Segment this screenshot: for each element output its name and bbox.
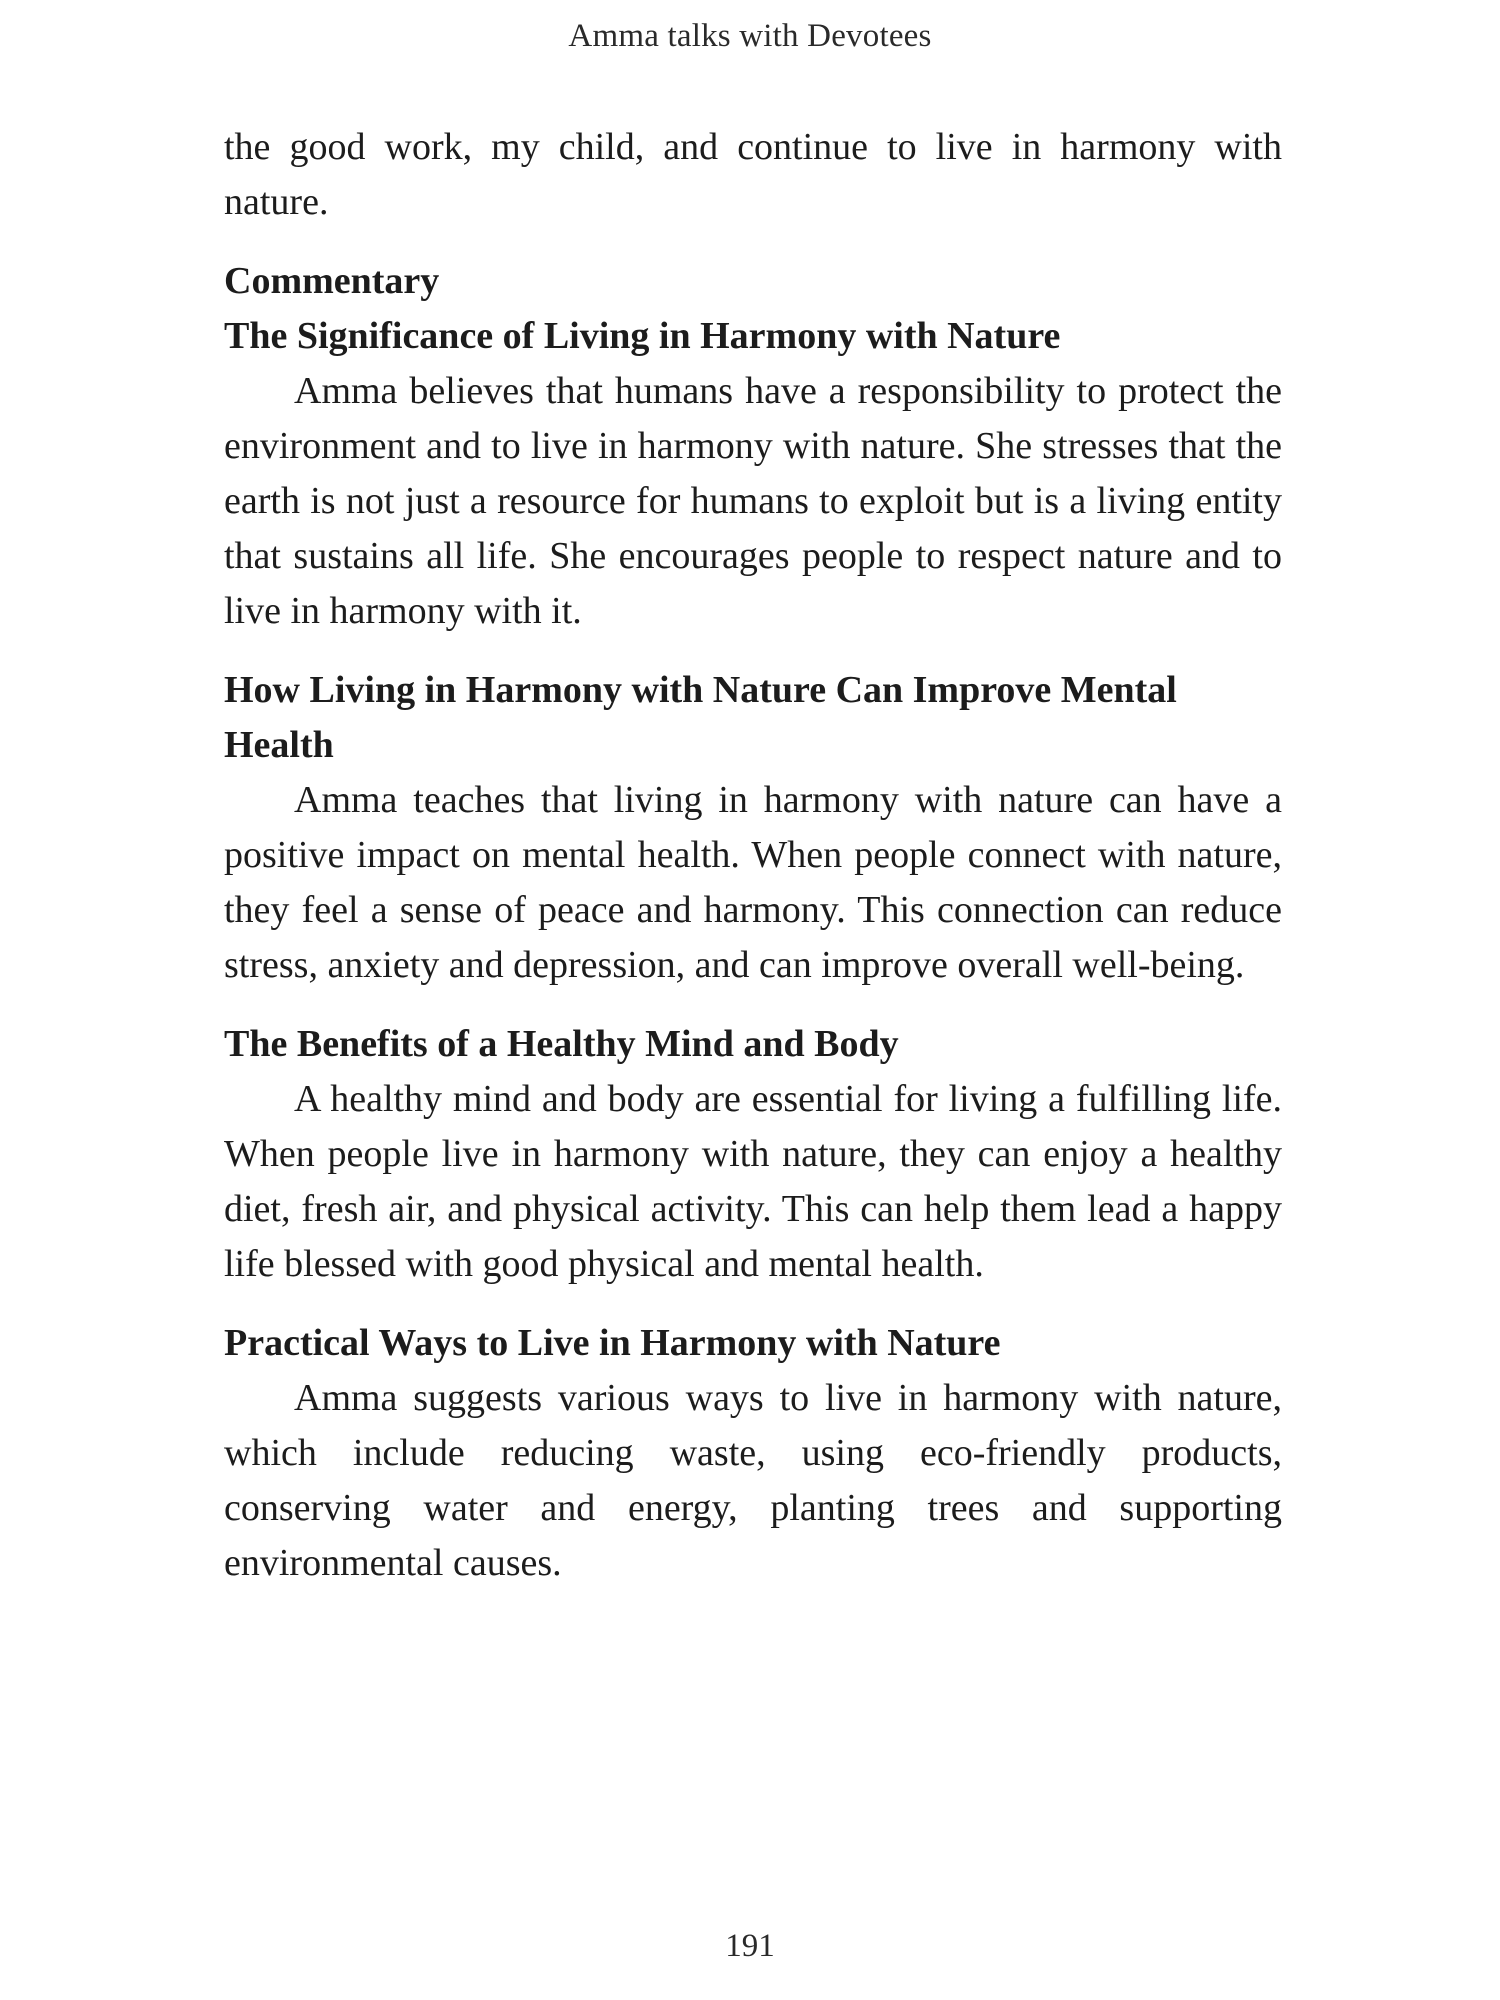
section-body-practical-ways: Amma suggests various ways to live in harmony with nature, which include reducing waste, using eco-friendly products, conserving water and energy, planting trees and supporting environmental causes. xyxy=(224,1377,1282,1584)
section-heading-significance: The Significance of Living in Harmony with Nature xyxy=(224,315,1061,357)
section-body-benefits: A healthy mind and body are essential for living a fulfilling life. When people live in harmony with nature, they can enjoy a healthy diet, fresh air, and physical activity. This can help them lead a happy life blessed with good physical and mental health. xyxy=(224,1078,1282,1285)
running-head: Amma talks with Devotees xyxy=(568,18,932,54)
spacer xyxy=(224,639,1282,663)
spacer xyxy=(224,1292,1282,1316)
section-heading-mental-health: How Living in Harmony with Nature Can Improve Mental Health xyxy=(224,669,1177,766)
section-body-mental-health: Amma teaches that living in harmony with nature can have a positive impact on mental health. When people connect with nature, they feel a sense of peace and harmony. This connection can reduce stress, anxiety and depression, and can improve overall well-being. xyxy=(224,779,1282,986)
section-heading-benefits: The Benefits of a Healthy Mind and Body xyxy=(224,1023,899,1065)
section-body-significance: Amma believes that humans have a responsibility to protect the environment and to live in harmony with nature. She stresses that the earth is not just a resource for humans to exploit but is a living entity that sustains all life. She encourages people to respect nature and to live in harmony with it. xyxy=(224,370,1282,632)
intro-paragraph: the good work, my child, and continue to live in harmony with nature. xyxy=(224,126,1282,223)
spacer xyxy=(224,993,1282,1017)
page-number: 191 xyxy=(725,1928,775,1964)
commentary-label: Commentary xyxy=(224,260,440,302)
page-body xyxy=(224,120,1282,1591)
spacer xyxy=(224,230,1282,254)
section-heading-practical-ways: Practical Ways to Live in Harmony with Nature xyxy=(224,1322,1001,1364)
